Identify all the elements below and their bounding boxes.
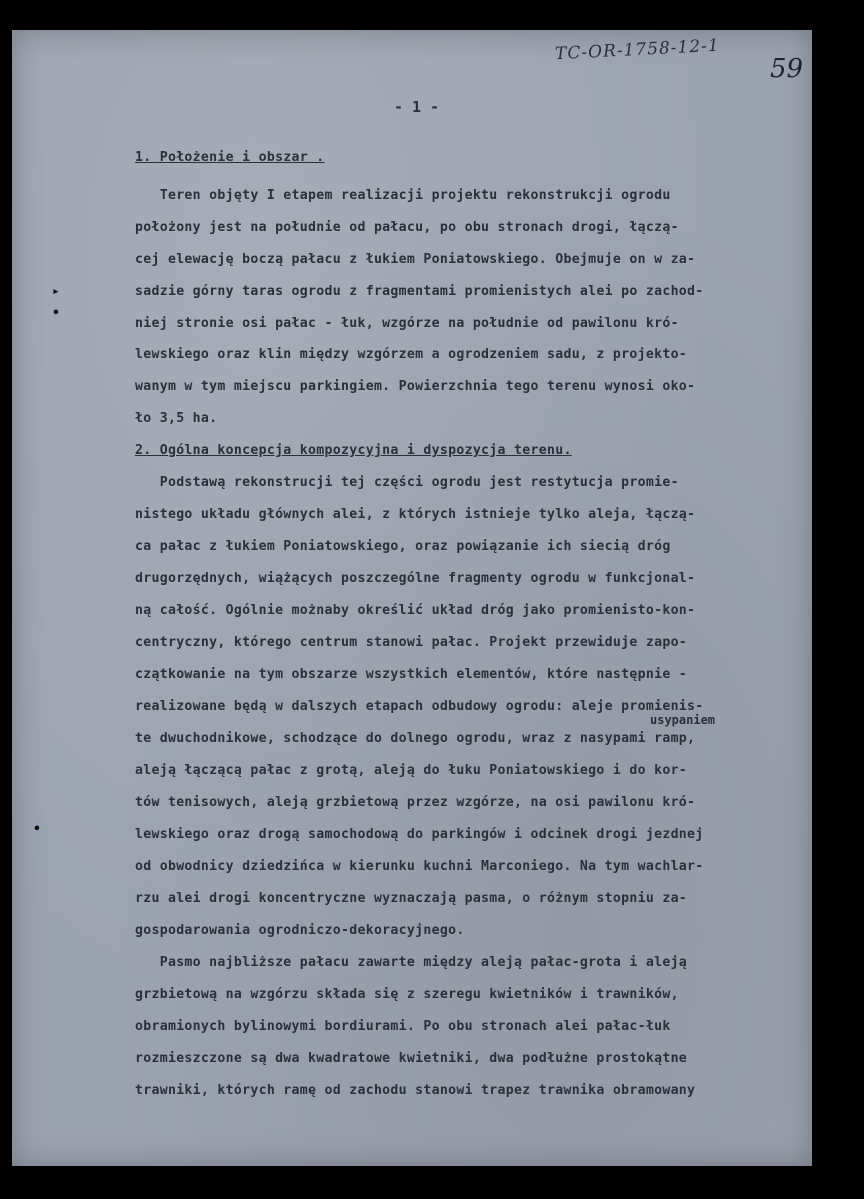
text-line: położony jest na południe od pałacu, po obu stronach drogi, łączą- — [135, 220, 679, 235]
text-line: trawniki, których ramę od zachodu stanowi trapez trawnika obramowany — [135, 1083, 696, 1098]
text-line: lewskiego oraz drogą samochodową do parkingów i odcinek drogi jezdnej — [135, 827, 704, 842]
text-line: rozmieszczone są dwa kwadratowe kwietniki, dwa podłużne prostokątne — [135, 1051, 688, 1066]
text-line: rzu alei drogi koncentryczne wyznaczają pasma, o różnym stopniu za- — [135, 891, 688, 906]
text-line: realizowane będą w dalszych etapach odbudowy ogrodu: aleje promienis- — [135, 699, 704, 714]
text-line: lewskiego oraz klin między wzgórzem a ogrodzeniem sadu, z projekto- — [135, 347, 688, 362]
margin-mark: • — [33, 822, 41, 837]
section-heading: 2. Ogólna koncepcja kompozycyjna i dyspozycja terenu. — [135, 443, 572, 458]
text-line: Pasmo najbliższe pałacu zawarte między aleją pałac-grota i aleją — [135, 955, 688, 970]
archive-signature: TC-OR-1758-12-1 — [554, 35, 721, 65]
text-line: od obwodnicy dziedzińca w kierunku kuchni Marconiego. Na tym wachlar- — [135, 859, 704, 874]
text-line: grzbietową na wzgórzu składa się z szeregu kwietników i trawników, — [135, 987, 679, 1002]
text-line: ca pałac z łukiem Poniatowskiego, oraz powiązanie ich siecią dróg — [135, 539, 671, 554]
text-line: centryczny, którego centrum stanowi pałac. Projekt przewiduje zapo- — [135, 635, 688, 650]
text-line: Podstawą rekonstrucji tej części ogrodu jest restytucja promie- — [135, 475, 679, 490]
text-line: aleją łączącą pałac z grotą, aleją do łuku Poniatowskiego i do kor- — [135, 763, 688, 778]
section-heading: 1. Położenie i obszar . — [135, 150, 325, 165]
text-line: czątkowanie na tym obszarze wszystkich elementów, które następnie - — [135, 667, 688, 682]
text-line: gospodarowania ogrodniczo-dekoracyjnego. — [135, 923, 465, 938]
text-line: cej elewację boczą pałacu z łukiem Poniatowskiego. Obejmuje on w za- — [135, 252, 696, 267]
text-line: drugorzędnych, wiążących poszczególne fragmenty ogrodu w funkcjonal- — [135, 571, 696, 586]
text-line: ną całość. Ogólnie możnaby określić układ dróg jako promienisto-kon- — [135, 603, 696, 618]
margin-mark: • — [52, 306, 60, 321]
margin-mark: ▸ — [52, 284, 60, 299]
text-line: niej stronie osi pałac - łuk, wzgórze na południe od pawilonu kró- — [135, 316, 679, 331]
text-line: sadzie górny taras ogrodu z fragmentami promienistych alei po zachod- — [135, 284, 704, 299]
text-line: te dwuchodnikowe, schodzące do dolnego ogrodu, wraz z nasypami ramp, — [135, 731, 696, 746]
text-line: Teren objęty I etapem realizacji projektu rekonstrukcji ogrodu — [135, 188, 671, 203]
text-line: tów tenisowych, aleją grzbietową przez wzgórze, na osi pawilonu kró- — [135, 795, 696, 810]
text-line: ło 3,5 ha. — [135, 411, 218, 426]
text-line: nistego układu głównych alei, z których istnieje tylko aleja, łączą- — [135, 507, 696, 522]
text-line: wanym w tym miejscu parkingiem. Powierzchnia tego terenu wynosi oko- — [135, 379, 696, 394]
page-header: - 1 - — [394, 98, 440, 116]
page-number: 59 — [770, 54, 804, 84]
text-line: obramionych bylinowymi bordiurami. Po obu stronach alei pałac-łuk — [135, 1019, 671, 1034]
handwritten-insert: usypaniem — [650, 713, 716, 727]
